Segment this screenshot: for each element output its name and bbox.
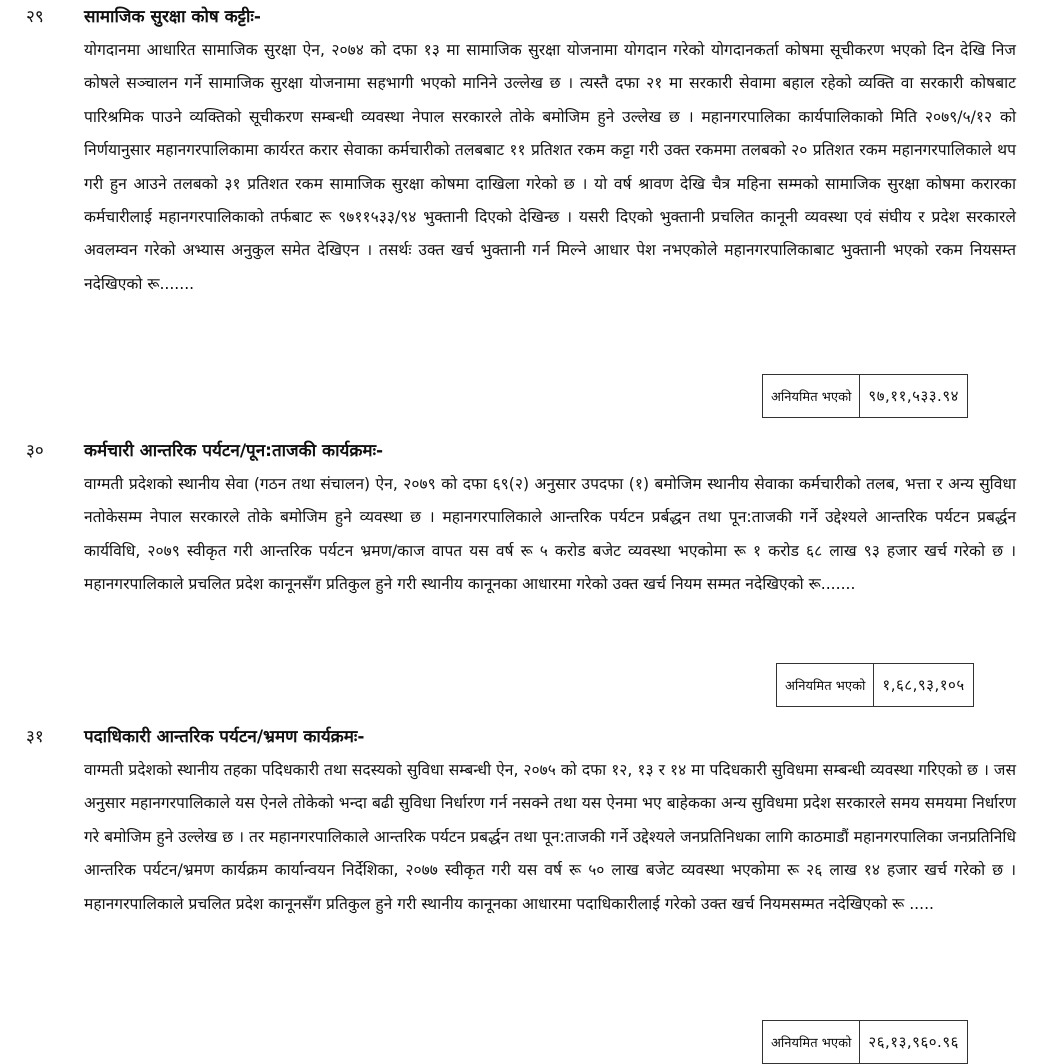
section-number: ३० xyxy=(26,441,44,461)
amount-value: २६,१३,९६०.९६ xyxy=(860,1021,968,1064)
amount-label: अनियमित भएको xyxy=(777,664,874,707)
section-number: २९ xyxy=(26,7,44,27)
section-title: पदाधिकारी आन्तरिक पर्यटन/भ्रमण कार्यक्रमः- xyxy=(84,727,365,747)
section-body: वाग्मती प्रदेशको स्थानीय सेवा (गठन तथा संचालन) ऐन, २०७९ को दफा ६९(२) अनुसार उपदफा (१) बमोजिम स्थानीय सेवाका कर्मचारीको तलब, भत्ता र अन्य सुविधा नतोकेसम्म नेपाल सरकारले तोके बमोजिम हुने व्यवस्था छ । महानगरपालिकाले आन्तरिक पर्यटन प्रर्बद्धन तथा पून:ताजकी गर्ने उद्देश्यले आन्तरिक पर्यटन प्रबर्द्धन कार्यविधि, २०७९ स्वीकृत गरी आन्तरिक पर्यटन भ्रमण/काज वापत यस वर्ष रू ५ करोड बजेट व्यवस्था भएकोमा रू १ करोड ६८ लाख ९३ हजार खर्च गरेको छ । महानगरपालिकाले प्रचलित प्रदेश कानूनसँग प्रतिकुल हुने गरी स्थानीय कानूनका आधारमा गरेको उक्त खर्च नियम सम्मत नदेखिएको रू....... xyxy=(84,475,1016,594)
section-body: वाग्मती प्रदेशको स्थानीय तहका पदिधकारी तथा सदस्यको सुविधा सम्बन्धी ऐन, २०७५ को दफा १२, १३ र १४ मा पदिधकारी सुविधमा सम्बन्धी व्यवस्था गरिएको छ । जस अनुसार महानगरपालिकाले यस ऐनले तोकेको भन्दा बढी सुविधा निर्धारण गर्न नसक्ने तथा यस ऐनमा भए बाहेकका अन्य सुविधमा प्रदेश सरकारले समय समयमा निर्धारण गरे बमोजिम हुने उल्लेख छ । तर महानगरपालिकाले आन्तरिक पर्यटन प्रबर्द्धन तथा पून:ताजकी गर्ने उद्देश्यले जनप्रतिनिधका लागि काठमाडौं महानगरपालिका जनप्रतिनिधि आन्तरिक पर्यटन/भ्रमण कार्यक्रम कार्यान्वयन निर्देशिका, २०७७ स्वीकृत गरी यस वर्ष रू ५० लाख बजेट व्यवस्था भएकोमा रू २६ लाख १४ हजार खर्च गरेको छ । महानगरपालिकाले प्रचलित प्रदेश कानूनसँग प्रतिकुल हुने गरी स्थानीय कानूनका आधारमा पदाधिकारीलाई गरेको उक्त खर्च नियमसम्मत नदेखिएको रू ..... xyxy=(84,761,1016,913)
section-number: ३१ xyxy=(26,727,44,747)
section-body: योगदानमा आधारित सामाजिक सुरक्षा ऐन, २०७४ को दफा १३ मा सामाजिक सुरक्षा योजनामा योगदान गरेको योगदानकर्ता कोषमा सूचीकरण भएको दिन देखि निज कोषले सञ्चालन गर्ने सामाजिक सुरक्षा योजनामा सहभागी भएको मानिने उल्लेख छ । त्यस्तै दफा २१ मा सरकारी सेवामा बहाल रहेको व्यक्ति वा सरकारी कोषबाट पारिश्रमिक पाउने व्यक्तिको सूचीकरण सम्बन्धी व्यवस्था नेपाल सरकारले तोके बमोजिम हुने उल्लेख छ । महानगरपालिका कार्यपालिकाको मिति २०७९/५/१२ को निर्णयानुसार महानगरपालिकामा कार्यरत करार सेवाका कर्मचारीको तलबबाट ११ प्रतिशत रकम कट्टा गरी उक्त रकममा तलबको २० प्रतिशत रकम महानगरपालिकाले थप गरी हुन आउने तलबको ३१ प्रतिशत रकम सामाजिक सुरक्षा कोषमा दाखिला गरेको छ । यो वर्ष श्रावण देखि चैत्र महिना सम्मको सामाजिक सुरक्षा कोषमा करारका कर्मचारीलाई महानगरपालिकाको तर्फबाट रू ९७११५३३/९४ भुक्तानी दिएको देखिन्छ । यसरी दिएको भुक्तानी प्रचलित कानूनी व्यवस्था एवं संघीय र प्रदेश सरकारले अवलम्वन गरेको अभ्यास अनुकुल समेत देखिएन । तसर्थः उक्त खर्च भुक्तानी गर्न मिल्ने आधार पेश नभएकोले महानगरपालिकाबाट भुक्तानी भएको रकम नियसम्त नदेखिएको रू....... xyxy=(84,41,1016,293)
amount-table xyxy=(776,663,974,707)
amount-label: अनियमित भएको xyxy=(763,375,860,418)
section-title: कर्मचारी आन्तरिक पर्यटन/पून:ताजकी कार्यक्रमः- xyxy=(84,441,384,461)
amount-table xyxy=(762,1020,968,1064)
amount-label: अनियमित भएको xyxy=(763,1021,860,1064)
amount-table xyxy=(762,374,968,418)
section-title: सामाजिक सुरक्षा कोष कट्टीः- xyxy=(84,7,261,27)
amount-value: ९७,११,५३३.९४ xyxy=(860,375,968,418)
amount-value: १,६८,९३,१०५ xyxy=(874,664,973,707)
